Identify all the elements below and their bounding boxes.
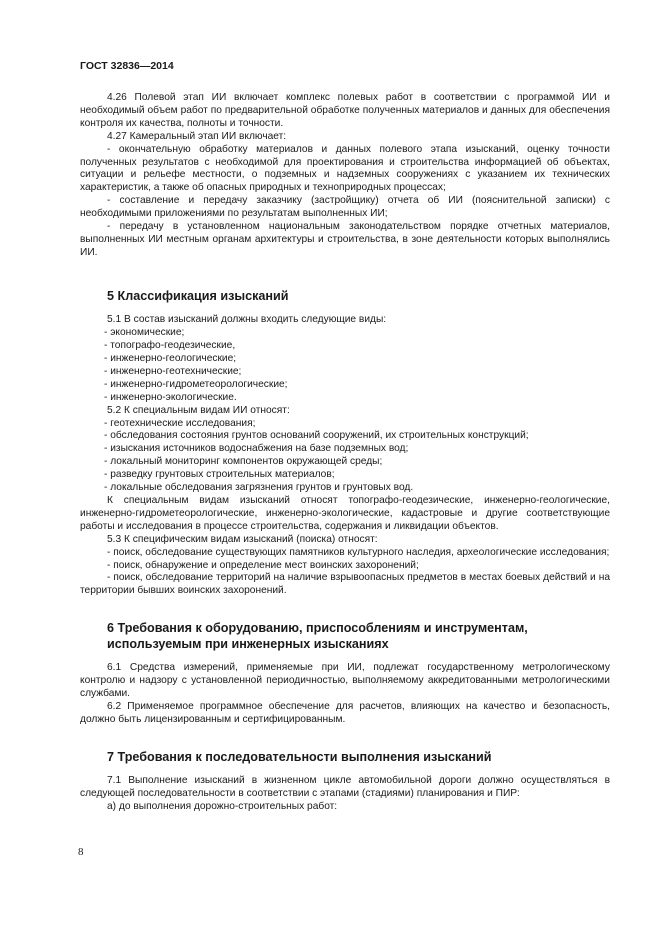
paragraph-6-2: 6.2 Применяемое программное обеспечение для расчетов, влияющих на качество и безопасность, должно быть лицензированным и сертифицированным. — [80, 700, 610, 725]
page-number: 8 — [78, 846, 84, 858]
list-paragraph: - поиск, обнаружение и определение мест воинских захоронений; — [107, 559, 419, 571]
list-item: - обследования состояния грунтов оснований сооружений, их строительных конструкций; — [104, 430, 529, 442]
list-item: - геотехнические исследования; — [104, 417, 256, 429]
list-item: - изыскания источников водоснабжения на базе подземных вод; — [104, 443, 409, 455]
paragraph-6-1: 6.1 Средства измерений, применяемые при ИИ, подлежат государственному метрологическому контролю и надзору с установленной периодичностью, выполняемому аккредитованными метрологическими службами. — [80, 662, 610, 700]
list-item: - локальный мониторинг компонентов окружающей среды; — [104, 456, 383, 468]
list-paragraph: - поиск, обследование существующих памятников культурного наследия, археологические исследования; — [107, 546, 610, 558]
list-item: - разведку грунтовых строительных материалов; — [104, 469, 335, 481]
section-heading-5: 5 Классификация изысканий — [107, 288, 289, 303]
list-item: - экономические; — [104, 327, 185, 339]
section-heading-7: 7 Требования к последовательности выполнения изысканий — [107, 749, 492, 764]
paragraph-7-1-a: а) до выполнения дорожно-строительных работ: — [107, 801, 338, 813]
list-item: - инженерно-экологические. — [104, 391, 237, 403]
list-paragraph: - поиск, обследование территорий на наличие взрывоопасных предметов в местах боевых действий и на территории бывших воинских захоронений. — [80, 572, 610, 597]
list-paragraph: - окончательную обработку материалов и данных полевого этапа изысканий, оценку точности полученных результатов с необходимой для проектирования и строительства информацией об объектах, ситуации и рельефе местности, о подземных и надземных сооружениях с указанием их технических характеристик, а также об опасных природных и техноприродных процессах; — [80, 143, 610, 194]
list-item: - инженерно-гидрометеорологические; — [104, 378, 288, 390]
paragraph-5-1: 5.1 В состав изысканий должны входить следующие виды: — [107, 314, 387, 326]
paragraph-4-26: 4.26 Полевой этап ИИ включает комплекс полевых работ в соответствии с программой ИИ и необходимый объем работ по предварительной обработке полученных материалов и данных для обеспечения контроля их качества, полноты и точности. — [80, 92, 610, 129]
section-heading-6: 6 Требования к оборудованию, приспособлениям и инструментам, используемым при инженерных изысканиях — [107, 621, 528, 651]
paragraph-7-1: 7.1 Выполнение изысканий в жизненном цикле автомобильной дороги должно осуществляться в следующей последовательности в соответствии с этапами (стадиями) планирования и ПИР: — [80, 775, 610, 800]
list-paragraph: - составление и передачу заказчику (застройщику) отчета об ИИ (пояснительной записки) с необходимыми приложениями по результатам выполненных ИИ; — [80, 195, 610, 220]
list-item: - инженерно-геотехнические; — [104, 365, 242, 377]
list-item: - локальные обследования загрязнения грунтов и грунтовых вод. — [104, 482, 414, 494]
paragraph-4-27: 4.27 Камеральный этап ИИ включает: — [107, 130, 287, 142]
paragraph-5-2: 5.2 К специальным видам ИИ относят: — [107, 404, 290, 416]
paragraph-special-types: К специальным видам изысканий относят топографо-геодезические, инженерно-геологические, инженерно-гидрометеорологические, инженерно-экологические, кадастровые и другие соответствующие работы и исследования в процессе строительства, содержания и ликвидации объектов. — [80, 494, 610, 532]
list-item: - инженерно-геологические; — [104, 353, 237, 364]
list-item: - топографо-геодезические, — [104, 340, 236, 352]
page-body — [80, 92, 610, 814]
list-paragraph: - передачу в установленном национальным законодательством порядке отчетных материалов, выполненных ИИ местным органам архитектуры и строительства, в зоне деятельности которых выполнялись ИИ. — [80, 221, 610, 258]
paragraph-5-3: 5.3 К специфическим видам изысканий (поиска) относят: — [107, 533, 378, 545]
document-header: ГОСТ 32836—2014 — [80, 60, 174, 72]
